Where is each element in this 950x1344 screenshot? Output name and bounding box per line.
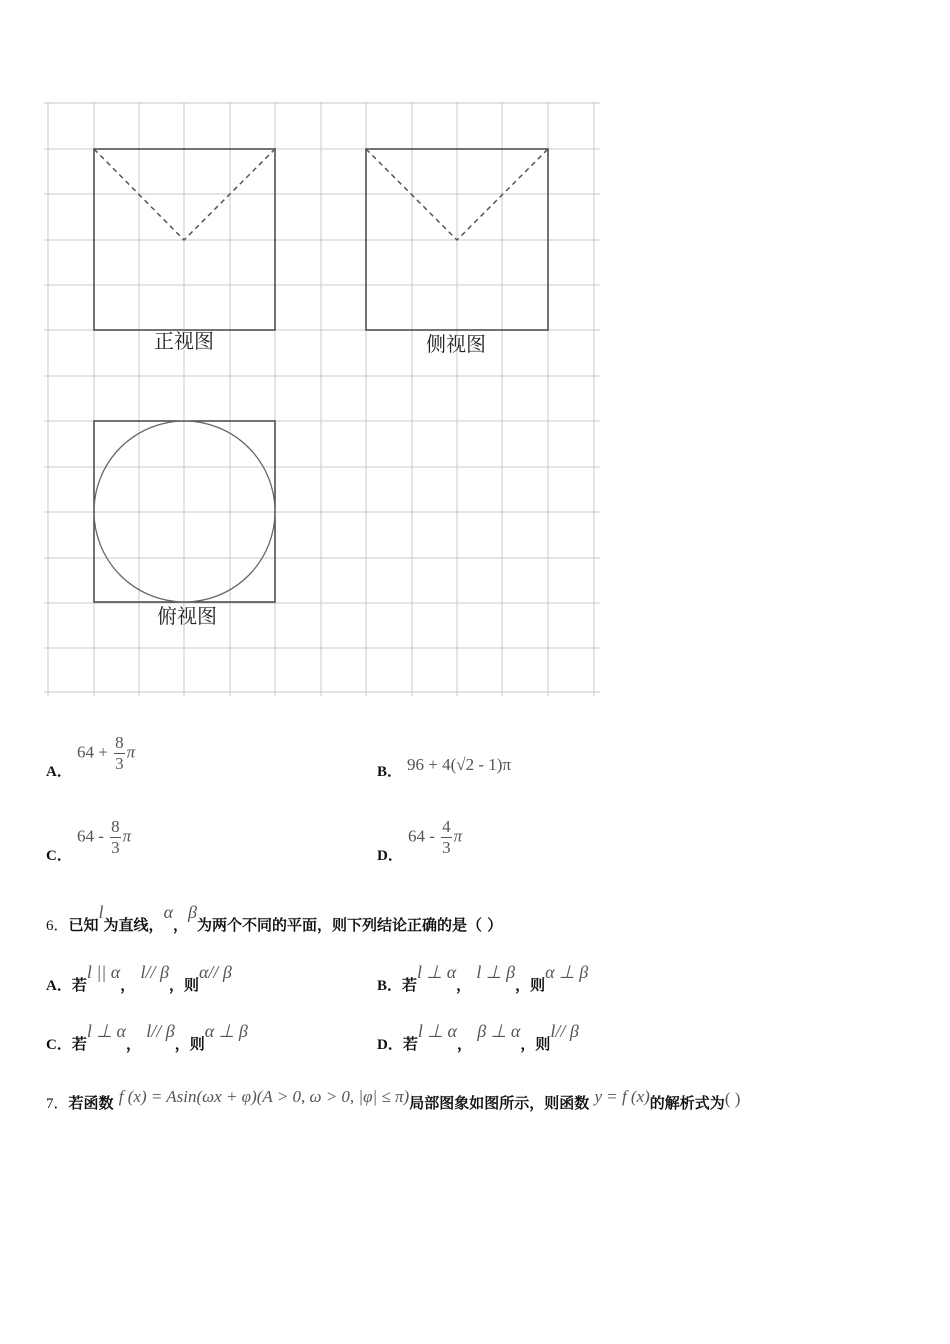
q6-option-a-sep: ， xyxy=(120,976,136,994)
q6-option-b-ruo: 若 xyxy=(402,976,418,994)
option-c-prefix: 64 - xyxy=(77,826,109,846)
q6-option-d-sep: ， xyxy=(457,1035,473,1053)
question-6-comma: ， xyxy=(173,916,189,934)
line-l: l xyxy=(98,902,104,922)
q6-option-a-cond1: l || α xyxy=(86,962,121,982)
question-7-yfx: y = f (x) xyxy=(594,1087,650,1106)
q6-option-d-result: l// β xyxy=(550,1021,579,1041)
option-a-expression xyxy=(77,733,135,774)
question-7-answer-paren: ( ) xyxy=(724,1089,741,1108)
q6-option-c[interactable] xyxy=(46,1021,248,1054)
q6-option-c-ruo: 若 xyxy=(71,1035,87,1053)
option-b-letter[interactable]: B． xyxy=(377,764,403,780)
question-6-text-2: 为直线， xyxy=(103,916,164,934)
question-7-text-2: 局部图象如图所示，则函数 xyxy=(409,1094,590,1112)
q6-option-b-cond1: l ⊥ α xyxy=(417,962,457,982)
option-d-letter[interactable]: D． xyxy=(377,848,403,864)
option-d-suffix: π xyxy=(453,826,463,846)
q6-option-a-cond2: l// β xyxy=(140,962,169,982)
q6-option-c-letter: C． xyxy=(46,1037,72,1053)
side-view-label: 侧视图 xyxy=(426,332,486,356)
option-a-denominator: 3 xyxy=(115,754,124,773)
option-c-expression xyxy=(77,817,131,858)
question-7-text-1: 若函数 xyxy=(68,1094,114,1112)
q6-option-a-letter: A． xyxy=(46,978,72,994)
grid-lines xyxy=(44,102,600,696)
q6-option-b-cond2: l ⊥ β xyxy=(476,962,516,982)
option-a-prefix: 64 + xyxy=(77,742,113,762)
q6-option-d-ze: ，则 xyxy=(520,1035,551,1053)
q6-option-a-ruo: 若 xyxy=(71,976,87,994)
question-6-text-1: 已知 xyxy=(68,916,99,934)
q6-option-a-ze: ，则 xyxy=(168,976,199,994)
top-view-label: 俯视图 xyxy=(157,604,217,628)
q6-option-b-sep: ， xyxy=(456,976,472,994)
q6-option-b-letter: B． xyxy=(377,978,403,994)
plane-alpha: α xyxy=(163,902,174,922)
q6-option-a-result: α// β xyxy=(198,962,232,982)
q6-option-d-cond2: β ⊥ α xyxy=(477,1021,521,1041)
option-b-expression: 96 + 4(√2 - 1)π xyxy=(407,755,511,774)
q6-option-d-letter: D． xyxy=(377,1037,403,1053)
three-view-figure xyxy=(44,98,604,700)
option-c-denominator: 3 xyxy=(111,838,120,857)
q6-option-b[interactable] xyxy=(377,962,589,995)
q6-option-d-ruo: 若 xyxy=(402,1035,418,1053)
option-a-suffix: π xyxy=(126,742,136,762)
q6-option-b-result: α ⊥ β xyxy=(545,962,589,982)
q6-option-d[interactable] xyxy=(377,1021,579,1054)
option-c-numerator: 8 xyxy=(111,817,120,836)
q6-option-c-ze: ，则 xyxy=(174,1035,205,1053)
q6-option-c-sep: ， xyxy=(126,1035,142,1053)
option-d-denominator: 3 xyxy=(442,838,451,857)
option-a-numerator: 8 xyxy=(115,733,124,752)
option-c-letter[interactable]: C． xyxy=(46,848,72,864)
question-7-text-3: 的解析式为 xyxy=(649,1094,725,1112)
q6-option-c-cond1: l ⊥ α xyxy=(86,1021,126,1041)
plane-beta: β xyxy=(188,902,197,922)
question-7 xyxy=(46,1087,741,1113)
option-a-letter[interactable]: A． xyxy=(46,764,72,780)
q6-option-b-ze: ，则 xyxy=(515,976,546,994)
question-6-number: 6． xyxy=(46,918,69,934)
option-d-prefix: 64 - xyxy=(408,826,440,846)
question-7-function: f (x) = Asin(ωx + φ)(A > 0, ω > 0, |φ| ≤ π) xyxy=(118,1087,410,1106)
question-6-text-3: 为两个不同的平面，则下列结论正确的是（ ） xyxy=(197,916,503,934)
q6-option-c-result: α ⊥ β xyxy=(204,1021,248,1041)
question-7-number: 7． xyxy=(46,1096,69,1112)
option-c-suffix: π xyxy=(122,826,132,846)
q6-option-d-cond1: l ⊥ α xyxy=(417,1021,457,1041)
option-d-expression xyxy=(408,817,462,858)
option-d-numerator: 4 xyxy=(442,817,451,836)
q6-option-a[interactable] xyxy=(46,962,232,995)
front-view-label: 正视图 xyxy=(154,329,214,353)
q6-option-c-cond2: l// β xyxy=(146,1021,175,1041)
question-6 xyxy=(46,902,503,935)
